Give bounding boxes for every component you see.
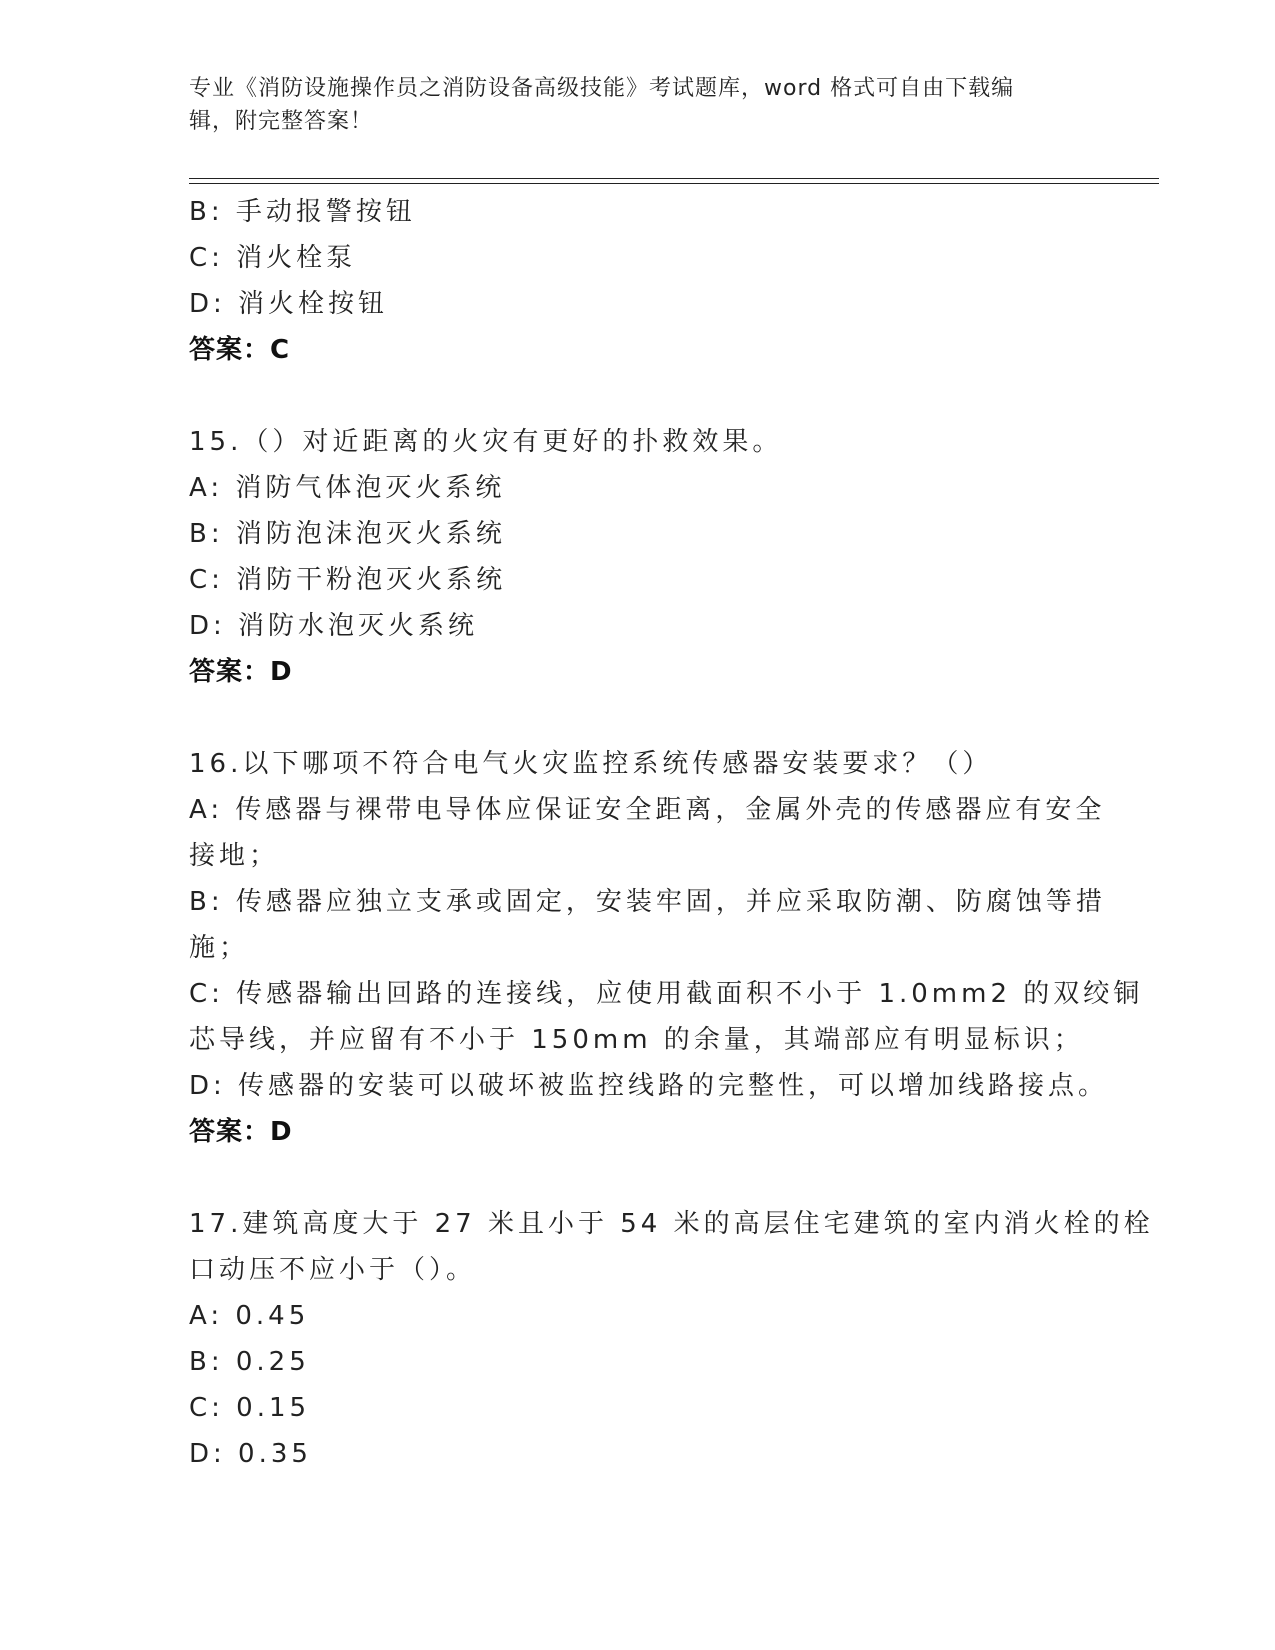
question-text-line-1: 17.建筑高度大于 27 米且小于 54 米的高层住宅建筑的室内消火栓的栓 — [189, 1209, 1154, 1239]
option-c: C: 消防干粉泡灭火系统 — [189, 565, 507, 595]
header-divider-bottom — [189, 183, 1159, 184]
option-d: D: 0.35 — [189, 1439, 312, 1469]
option-c-line-2: 芯导线，并应留有不小于 150mm 的余量，其端部应有明显标识； — [189, 1025, 1084, 1055]
option-b-line-1: B: 传感器应独立支承或固定，安装牢固，并应采取防潮、防腐蚀等措 — [189, 887, 1106, 917]
page-header — [189, 72, 1069, 138]
option-c: C: 0.15 — [189, 1393, 311, 1423]
question-14-tail — [189, 189, 1079, 373]
spacer — [189, 695, 1079, 741]
option-a-line-2: 接地； — [189, 841, 280, 871]
answer-text: 答案：D — [189, 657, 293, 687]
option-d-line-1: D: 传感器的安装可以破坏被监控线路的完整性，可以增加线路接点。 — [189, 1071, 1109, 1101]
option-d: D: 消防水泡灭火系统 — [189, 611, 479, 641]
option-b-line-2: 施； — [189, 933, 250, 963]
answer-text: 答案：D — [189, 1117, 293, 1147]
option-d: D: 消火栓按钮 — [189, 289, 389, 319]
question-text-line-2: 口动压不应小于（）。 — [189, 1255, 477, 1285]
question-17 — [189, 1201, 1154, 1477]
option-a-line-1: A: 传感器与裸带电导体应保证安全距离，金属外壳的传感器应有安全 — [189, 795, 1106, 825]
option-a: A: 0.45 — [189, 1301, 310, 1331]
option-a: A: 消防气体泡灭火系统 — [189, 473, 506, 503]
option-b: B: 消防泡沫泡灭火系统 — [189, 519, 506, 549]
question-15 — [189, 419, 1079, 695]
answer-text: 答案：C — [189, 335, 291, 365]
question-text: 16.以下哪项不符合电气火灾监控系统传感器安装要求？（） — [189, 749, 993, 779]
header-line-2: 辑，附完整答案！ — [189, 109, 374, 134]
option-c-line-1: C: 传感器输出回路的连接线，应使用截面积不小于 1.0mm2 的双绞铜 — [189, 979, 1144, 1009]
option-b: B: 0.25 — [189, 1347, 310, 1377]
question-content — [189, 189, 1154, 1477]
header-divider-top — [189, 178, 1159, 179]
option-b: B: 手动报警按钮 — [189, 197, 416, 227]
question-text: 15.（）对近距离的火灾有更好的扑救效果。 — [189, 427, 783, 457]
spacer — [189, 1155, 1079, 1201]
spacer — [189, 373, 1079, 419]
option-c: C: 消火栓泵 — [189, 243, 357, 273]
question-16 — [189, 741, 1144, 1155]
header-line-1: 专业《消防设施操作员之消防设备高级技能》考试题库，word 格式可自由下载编 — [189, 76, 1015, 101]
